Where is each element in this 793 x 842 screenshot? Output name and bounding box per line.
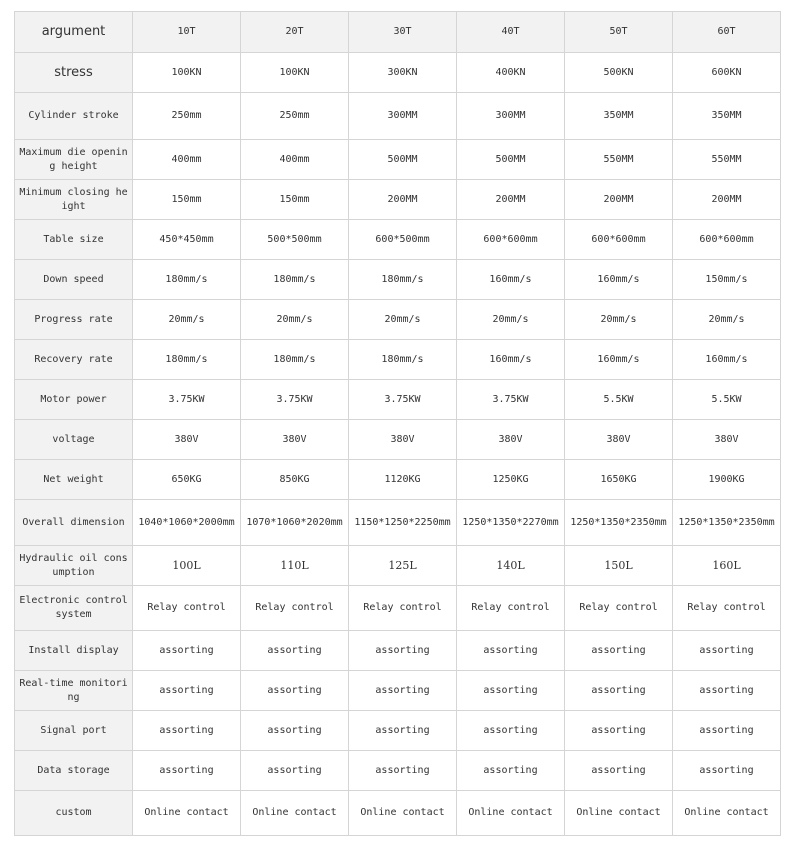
table-row xyxy=(15,671,781,711)
value-cell: 150L xyxy=(565,546,673,586)
value-cell: 110L xyxy=(241,546,349,586)
value-cell: 20mm/s xyxy=(241,300,349,340)
value-cell: 350MM xyxy=(565,93,673,140)
value-cell: 380V xyxy=(349,420,457,460)
value-cell: 1250KG xyxy=(457,460,565,500)
value-cell: 140L xyxy=(457,546,565,586)
table-row xyxy=(15,546,781,586)
value-cell: 5.5KW xyxy=(565,380,673,420)
value-cell: 150mm xyxy=(241,180,349,220)
table-row xyxy=(15,300,781,340)
value-cell: assorting xyxy=(457,711,565,751)
value-cell: 300KN xyxy=(349,53,457,93)
value-cell: 400mm xyxy=(241,140,349,180)
header-model-cell: 30T xyxy=(349,12,457,53)
table-header-row xyxy=(15,12,781,53)
value-cell: 650KG xyxy=(133,460,241,500)
value-cell: 180mm/s xyxy=(241,260,349,300)
header-model-cell: 40T xyxy=(457,12,565,53)
value-cell: Relay control xyxy=(349,586,457,631)
value-cell: assorting xyxy=(241,751,349,791)
value-cell: 380V xyxy=(241,420,349,460)
value-cell: 300MM xyxy=(457,93,565,140)
value-cell: assorting xyxy=(673,751,781,791)
table-row xyxy=(15,180,781,220)
value-cell: 1250*1350*2350mm xyxy=(673,500,781,546)
value-cell: 100L xyxy=(133,546,241,586)
value-cell: 20mm/s xyxy=(565,300,673,340)
table-row xyxy=(15,140,781,180)
value-cell: 380V xyxy=(133,420,241,460)
table-row xyxy=(15,751,781,791)
table-row xyxy=(15,631,781,671)
row-label: Recovery rate xyxy=(15,340,133,380)
value-cell: 500KN xyxy=(565,53,673,93)
value-cell: 180mm/s xyxy=(133,260,241,300)
value-cell: 160mm/s xyxy=(565,260,673,300)
value-cell: 850KG xyxy=(241,460,349,500)
value-cell: 400KN xyxy=(457,53,565,93)
row-label: Signal port xyxy=(15,711,133,751)
value-cell: assorting xyxy=(133,751,241,791)
value-cell: assorting xyxy=(133,631,241,671)
value-cell: 250mm xyxy=(241,93,349,140)
row-label: Electronic control system xyxy=(15,586,133,631)
value-cell: 3.75KW xyxy=(241,380,349,420)
value-cell: 1250*1350*2350mm xyxy=(565,500,673,546)
table-row xyxy=(15,260,781,300)
table-row xyxy=(15,791,781,836)
value-cell: Online contact xyxy=(457,791,565,836)
header-label-cell: argument xyxy=(15,12,133,53)
value-cell: 350MM xyxy=(673,93,781,140)
header-model-cell: 10T xyxy=(133,12,241,53)
value-cell: 3.75KW xyxy=(349,380,457,420)
value-cell: assorting xyxy=(673,671,781,711)
value-cell: 600*600mm xyxy=(457,220,565,260)
value-cell: 380V xyxy=(565,420,673,460)
value-cell: 1250*1350*2270mm xyxy=(457,500,565,546)
table-row xyxy=(15,93,781,140)
value-cell: 1120KG xyxy=(349,460,457,500)
row-label: Motor power xyxy=(15,380,133,420)
value-cell: 500MM xyxy=(457,140,565,180)
row-label: custom xyxy=(15,791,133,836)
value-cell: assorting xyxy=(349,711,457,751)
value-cell: 300MM xyxy=(349,93,457,140)
value-cell: 1040*1060*2000mm xyxy=(133,500,241,546)
value-cell: assorting xyxy=(241,631,349,671)
value-cell: 1070*1060*2020mm xyxy=(241,500,349,546)
row-label: voltage xyxy=(15,420,133,460)
value-cell: 1900KG xyxy=(673,460,781,500)
value-cell: 160mm/s xyxy=(457,260,565,300)
value-cell: 160L xyxy=(673,546,781,586)
table-row xyxy=(15,586,781,631)
table-row xyxy=(15,380,781,420)
table-row xyxy=(15,500,781,546)
row-label: stress xyxy=(15,53,133,93)
value-cell: Online contact xyxy=(565,791,673,836)
table-row xyxy=(15,420,781,460)
value-cell: 20mm/s xyxy=(673,300,781,340)
row-label: Cylinder stroke xyxy=(15,93,133,140)
value-cell: 20mm/s xyxy=(457,300,565,340)
value-cell: 600KN xyxy=(673,53,781,93)
spec-table xyxy=(14,11,781,836)
value-cell: assorting xyxy=(133,671,241,711)
value-cell: assorting xyxy=(457,631,565,671)
value-cell: 160mm/s xyxy=(457,340,565,380)
value-cell: 250mm xyxy=(133,93,241,140)
value-cell: 200MM xyxy=(565,180,673,220)
value-cell: assorting xyxy=(349,751,457,791)
value-cell: Online contact xyxy=(241,791,349,836)
value-cell: assorting xyxy=(565,711,673,751)
row-label: Data storage xyxy=(15,751,133,791)
value-cell: 125L xyxy=(349,546,457,586)
value-cell: 380V xyxy=(457,420,565,460)
value-cell: assorting xyxy=(349,671,457,711)
value-cell: 160mm/s xyxy=(673,340,781,380)
value-cell: 180mm/s xyxy=(241,340,349,380)
row-label: Real-time monitoring xyxy=(15,671,133,711)
header-model-cell: 20T xyxy=(241,12,349,53)
value-cell: 600*600mm xyxy=(673,220,781,260)
row-label: Install display xyxy=(15,631,133,671)
row-label: Table size xyxy=(15,220,133,260)
value-cell: 180mm/s xyxy=(133,340,241,380)
row-label: Minimum closing height xyxy=(15,180,133,220)
value-cell: 150mm xyxy=(133,180,241,220)
value-cell: 550MM xyxy=(565,140,673,180)
value-cell: 1150*1250*2250mm xyxy=(349,500,457,546)
value-cell: Online contact xyxy=(673,791,781,836)
value-cell: assorting xyxy=(457,671,565,711)
value-cell: Online contact xyxy=(133,791,241,836)
value-cell: 20mm/s xyxy=(133,300,241,340)
row-label: Overall dimension xyxy=(15,500,133,546)
value-cell: 600*500mm xyxy=(349,220,457,260)
value-cell: assorting xyxy=(565,671,673,711)
table-row xyxy=(15,340,781,380)
value-cell: 500MM xyxy=(349,140,457,180)
value-cell: Relay control xyxy=(241,586,349,631)
value-cell: Relay control xyxy=(133,586,241,631)
value-cell: 600*600mm xyxy=(565,220,673,260)
value-cell: 3.75KW xyxy=(133,380,241,420)
value-cell: assorting xyxy=(565,631,673,671)
value-cell: assorting xyxy=(133,711,241,751)
value-cell: 380V xyxy=(673,420,781,460)
value-cell: assorting xyxy=(241,711,349,751)
value-cell: Relay control xyxy=(565,586,673,631)
value-cell: assorting xyxy=(565,751,673,791)
value-cell: 200MM xyxy=(673,180,781,220)
value-cell: assorting xyxy=(349,631,457,671)
value-cell: 180mm/s xyxy=(349,260,457,300)
table-row xyxy=(15,711,781,751)
value-cell: 100KN xyxy=(133,53,241,93)
value-cell: 5.5KW xyxy=(673,380,781,420)
value-cell: 150mm/s xyxy=(673,260,781,300)
value-cell: assorting xyxy=(673,631,781,671)
value-cell: assorting xyxy=(673,711,781,751)
row-label: Maximum die opening height xyxy=(15,140,133,180)
row-label: Progress rate xyxy=(15,300,133,340)
row-label: Down speed xyxy=(15,260,133,300)
value-cell: 3.75KW xyxy=(457,380,565,420)
value-cell: 400mm xyxy=(133,140,241,180)
value-cell: 550MM xyxy=(673,140,781,180)
row-label: Hydraulic oil consumption xyxy=(15,546,133,586)
value-cell: 160mm/s xyxy=(565,340,673,380)
header-model-cell: 50T xyxy=(565,12,673,53)
table-row xyxy=(15,220,781,260)
value-cell: Online contact xyxy=(349,791,457,836)
value-cell: 1650KG xyxy=(565,460,673,500)
value-cell: Relay control xyxy=(457,586,565,631)
value-cell: 200MM xyxy=(349,180,457,220)
header-model-cell: 60T xyxy=(673,12,781,53)
value-cell: assorting xyxy=(457,751,565,791)
table-row xyxy=(15,460,781,500)
value-cell: 450*450mm xyxy=(133,220,241,260)
value-cell: 20mm/s xyxy=(349,300,457,340)
value-cell: 500*500mm xyxy=(241,220,349,260)
value-cell: 180mm/s xyxy=(349,340,457,380)
row-label: Net weight xyxy=(15,460,133,500)
value-cell: 100KN xyxy=(241,53,349,93)
value-cell: assorting xyxy=(241,671,349,711)
value-cell: Relay control xyxy=(673,586,781,631)
value-cell: 200MM xyxy=(457,180,565,220)
table-row xyxy=(15,53,781,93)
